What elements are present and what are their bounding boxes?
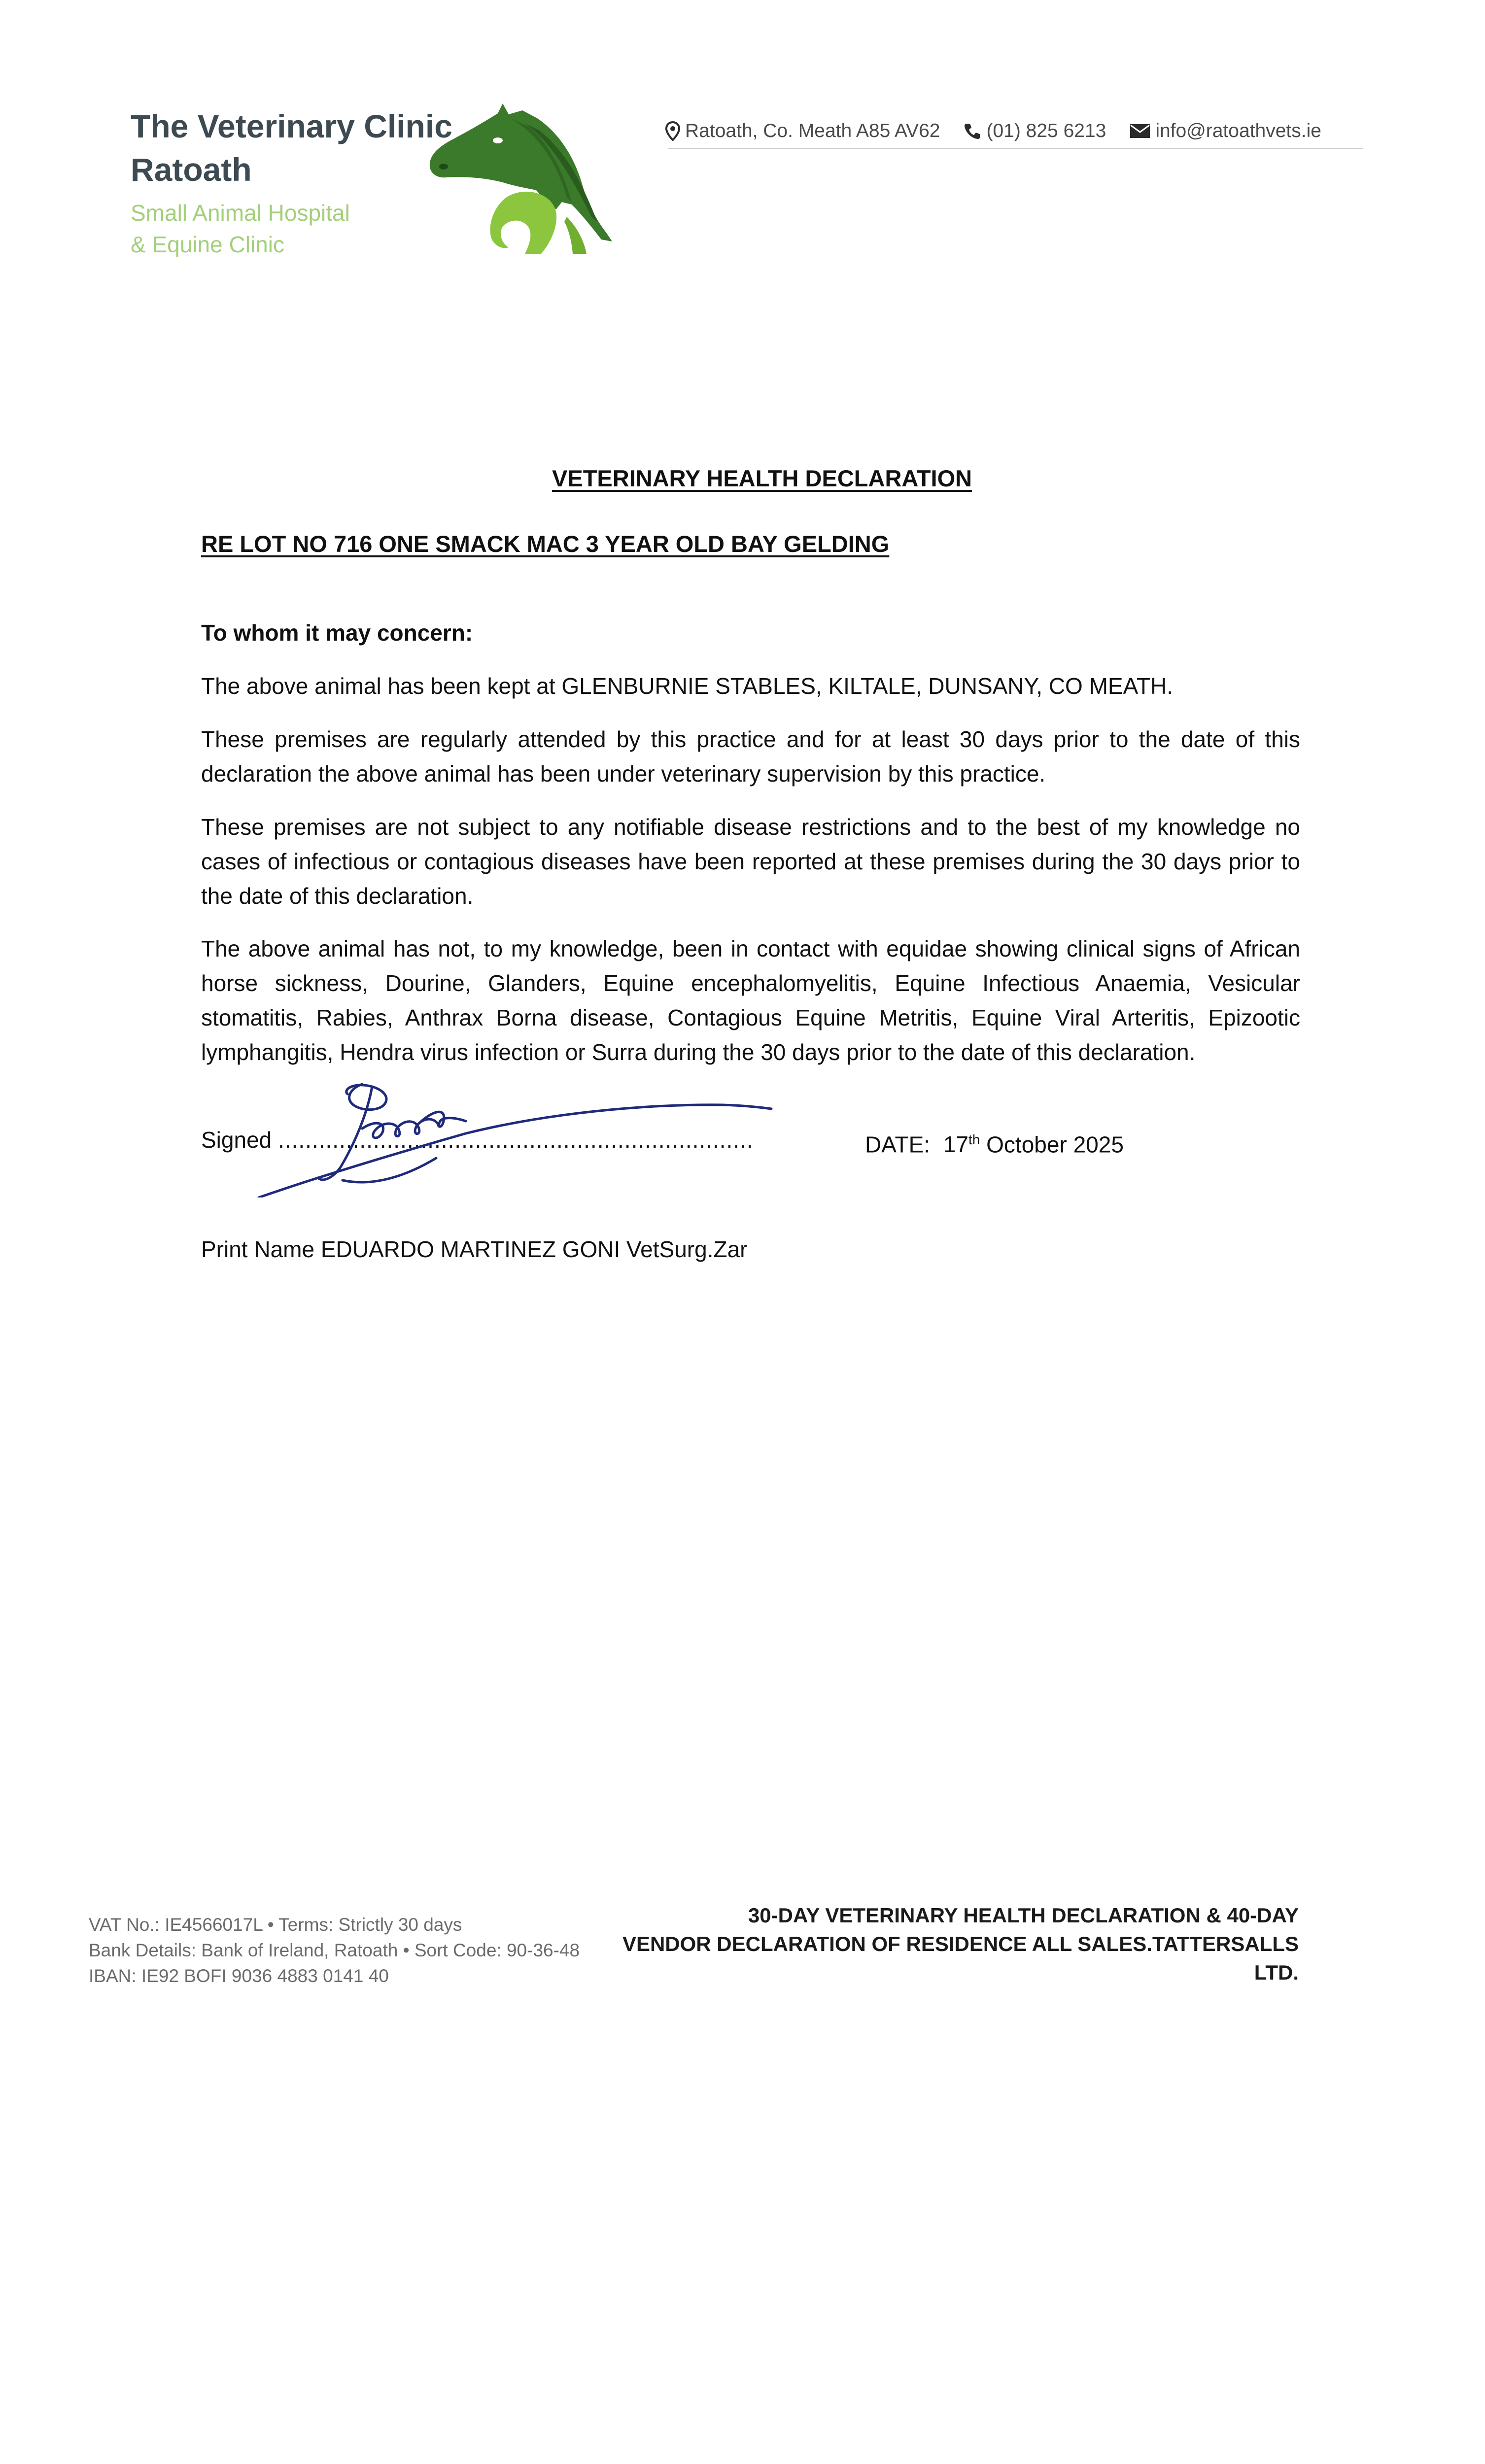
location-pin-icon: [665, 121, 680, 141]
paragraph-contact: The above animal has not, to my knowledge, been in contact with equidae showing clinical signs of African horse sickness, Dourine, Glanders, Equine encephalomyelitis, Equine Infectious Anaemia, Vesicular stomatitis, Rabies, Anthrax Borna disease, Contagious Equine Metritis, Equine Viral Arteritis, Epizootic lymphangitis, Hendra virus infection or Surra during the 30 days prior to the date of this declaration.: [201, 936, 1300, 1065]
document-title: VETERINARY HEALTH DECLARATION: [552, 465, 972, 491]
footer-iban-line: IBAN: IE92 BOFI 9036 4883 0141 40: [89, 1966, 389, 1986]
clinic-phone: (01) 825 6213: [986, 120, 1106, 141]
clinic-address: Ratoath, Co. Meath A85 AV62: [685, 120, 940, 141]
phone-item: [964, 120, 1106, 142]
date-suffix: th: [968, 1132, 980, 1147]
paragraph-premises: The above animal has been kept at GLENBURNIE STABLES, KILTALE, DUNSANY, CO MEATH.: [201, 673, 1173, 699]
salutation: To whom it may concern:: [201, 620, 473, 646]
horse-head-logo: [424, 103, 636, 261]
phone-icon: [964, 122, 981, 140]
contact-bar: [665, 116, 1321, 146]
footer-bank-line: Bank Details: Bank of Ireland, Ratoath • Sort Code: 90-36-48: [89, 1940, 580, 1960]
envelope-icon: [1130, 124, 1150, 138]
address-item: [665, 120, 940, 142]
paragraph-restrictions: These premises are not subject to any notifiable disease restrictions and to the best of my knowledge no cases of infectious or contagious diseases have been reported at these premises during the 30 days prior to the date of this declaration.: [201, 814, 1300, 909]
signature-date: [865, 1123, 1124, 1162]
handwritten-signature: [249, 1074, 781, 1198]
footer-note-line2: VENDOR DECLARATION OF RESIDENCE ALL SALES.TATTERSALLS LTD.: [622, 1932, 1299, 1984]
signed-label: Signed: [201, 1127, 272, 1153]
footer-vat-line: VAT No.: IE4566017L • Terms: Strictly 30 days: [89, 1915, 462, 1935]
clinic-name: [131, 104, 452, 191]
footer-declaration-note: [611, 1901, 1299, 1987]
lot-reference: RE LOT NO 716 ONE SMACK MAC 3 YEAR OLD BAY GELDING: [201, 531, 890, 557]
paragraph-supervision: These premises are regularly attended by this practice and for at least 30 days prior to the date of this declaration the above animal has been under veterinary supervision by this practice.: [201, 726, 1300, 787]
clinic-email[interactable]: info@ratoathvets.ie: [1155, 120, 1321, 141]
clinic-subtitle: [131, 197, 350, 260]
print-name: Print Name EDUARDO MARTINEZ GONI VetSurg.Zar: [201, 1236, 748, 1262]
email-item: [1130, 120, 1321, 142]
date-day: 17: [943, 1131, 969, 1158]
clinic-subtitle-line2: & Equine Clinic: [131, 232, 284, 257]
footer-bank-details: [89, 1912, 580, 1989]
date-month-year: October 2025: [986, 1131, 1124, 1158]
clinic-name-line1: The Veterinary Clinic: [131, 108, 452, 144]
clinic-subtitle-line1: Small Animal Hospital: [131, 200, 350, 226]
footer-note-line1: 30-DAY VETERINARY HEALTH DECLARATION & 40-DAY: [748, 1904, 1299, 1927]
clinic-name-line2: Ratoath: [131, 151, 252, 188]
date-label: DATE:: [865, 1131, 931, 1158]
contact-divider: [668, 148, 1363, 149]
signed-dots: ......................................................................: [278, 1127, 754, 1153]
